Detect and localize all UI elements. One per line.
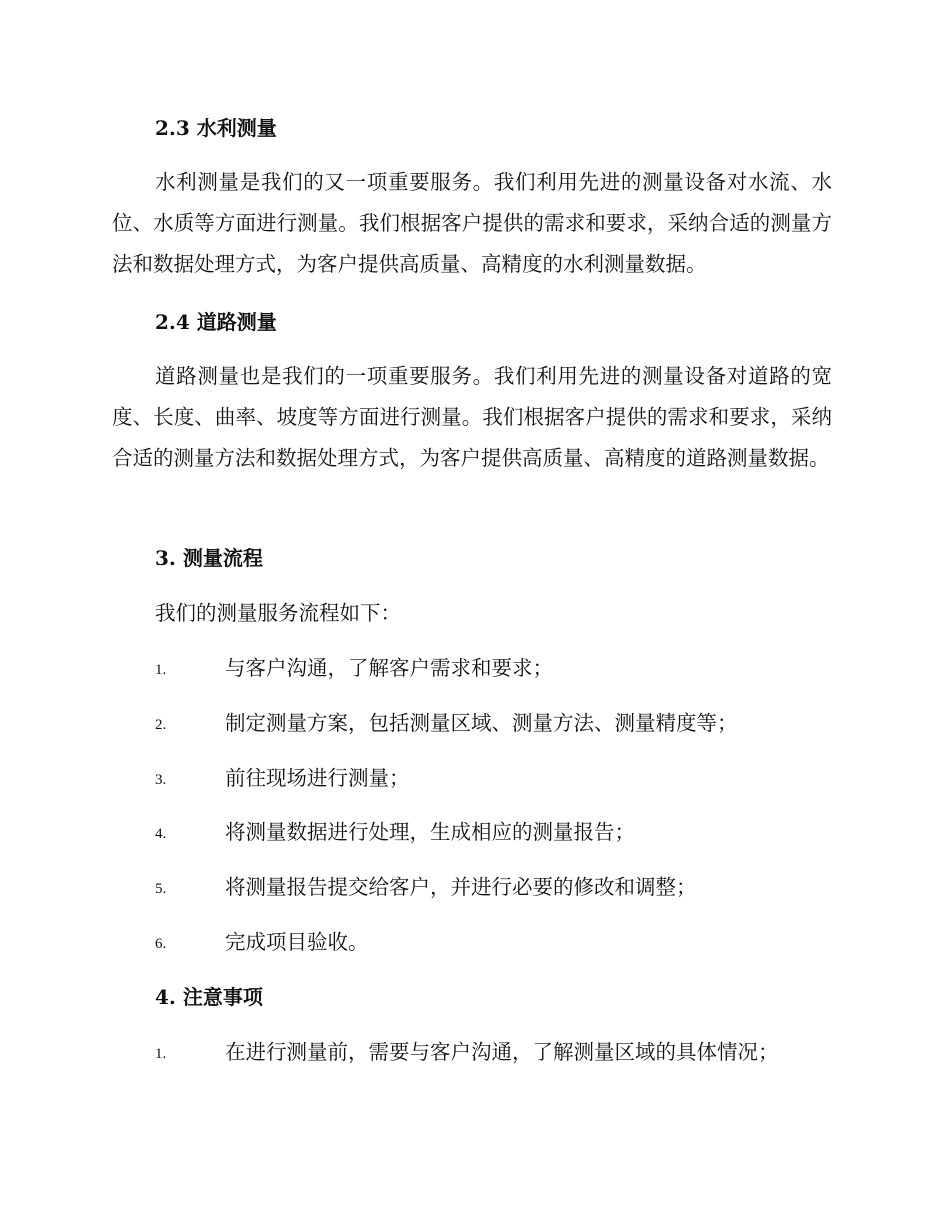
list-text: 与客户沟通，了解客户需求和要求； [225, 656, 553, 680]
list-item [155, 873, 855, 901]
list-item [155, 709, 855, 737]
list-text: 制定测量方案，包括测量区域、测量方法、测量精度等； [225, 711, 738, 735]
list-number: 1. [155, 662, 167, 678]
list-item [155, 654, 855, 682]
list-item [155, 818, 855, 846]
section-heading-3: 3. 测量流程 [155, 546, 263, 570]
list-text: 将测量报告提交给客户，并进行必要的修改和调整； [225, 875, 697, 899]
list-text: 前往现场进行测量； [225, 766, 410, 790]
section-heading-2-4: 2.4 道路测量 [155, 310, 277, 334]
section-body-2-4: 道路测量也是我们的一项重要服务。我们利用先进的测量设备对道路的宽度、长度、曲率、坡度等方面进行测量。我们根据客户提供的需求和要求，采纳合适的测量方法和数据处理方式，为客户提供高质量、高精度的道路测量数据。 [112, 364, 832, 470]
list-text: 在进行测量前，需要与客户沟通，了解测量区域的具体情况； [225, 1040, 779, 1064]
list-item [155, 928, 855, 956]
section-body-2-3: 水利测量是我们的又一项重要服务。我们利用先进的测量设备对水流、水位、水质等方面进行测量。我们根据客户提供的需求和要求，采纳合适的测量方法和数据处理方式，为客户提供高质量、高精度的水利测量数据。 [112, 170, 832, 276]
list-text: 完成项目验收。 [225, 930, 369, 954]
list-text: 将测量数据进行处理，生成相应的测量报告； [225, 820, 635, 844]
list-number: 2. [155, 717, 167, 733]
list-number: 3. [155, 772, 167, 788]
list-number: 4. [155, 826, 167, 842]
section-heading-2-3: 2.3 水利测量 [155, 116, 277, 140]
process-intro: 我们的测量服务流程如下： [155, 601, 401, 625]
list-number: 1. [155, 1046, 167, 1062]
list-number: 6. [155, 936, 167, 952]
section-heading-4: 4. 注意事项 [155, 985, 263, 1009]
list-item [155, 1038, 855, 1066]
list-number: 5. [155, 881, 167, 897]
list-item [155, 764, 855, 792]
